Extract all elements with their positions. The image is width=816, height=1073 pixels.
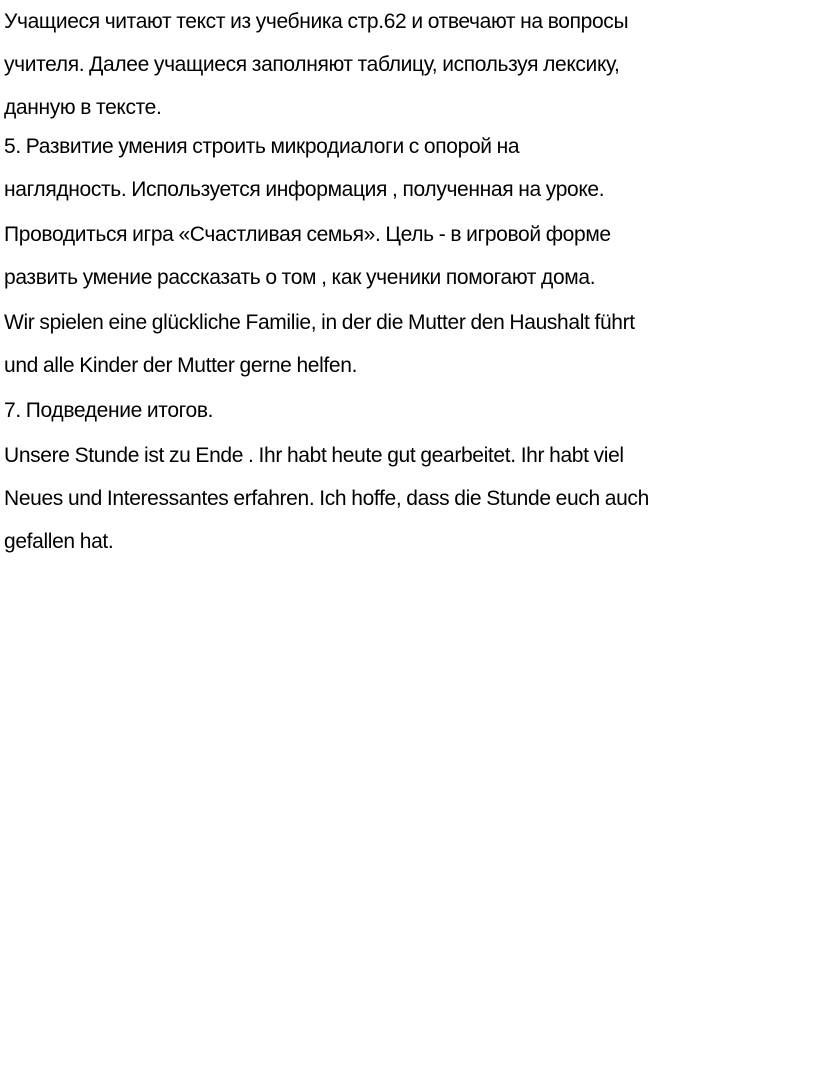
paragraph-microdialogues: 5. Развитие умения строить микродиалоги с опорой на наглядность. Используется информация , полученная на уроке. xyxy=(4,135,605,201)
paragraph-summary-heading: 7. Подведение итогов. xyxy=(4,399,214,422)
paragraph-german-closing: Unsere Stunde ist zu Ende . Ihr habt heute gut gearbeitet. Ihr habt viel Neues und Interessantes erfahren. Ich hoffe, dass die Stunde euch auch gefallen hat. xyxy=(4,444,649,553)
paragraph-textbook-reading: Учащиеся читают текст из учебника стр.62 и отвечают на вопросы учителя. Далее учащиеся заполняют таблицу, используя лексику, данную в тексте. xyxy=(4,10,629,119)
paragraph-german-game-intro: Wir spielen eine glückliche Familie, in der die Mutter den Haushalt führt und alle Kinder der Mutter gerne helfen. xyxy=(4,311,635,377)
paragraph-happy-family-game: Проводиться игра «Счастливая семья». Цель - в игровой форме развить умение рассказать о том , как ученики помогают дома. xyxy=(4,223,611,289)
